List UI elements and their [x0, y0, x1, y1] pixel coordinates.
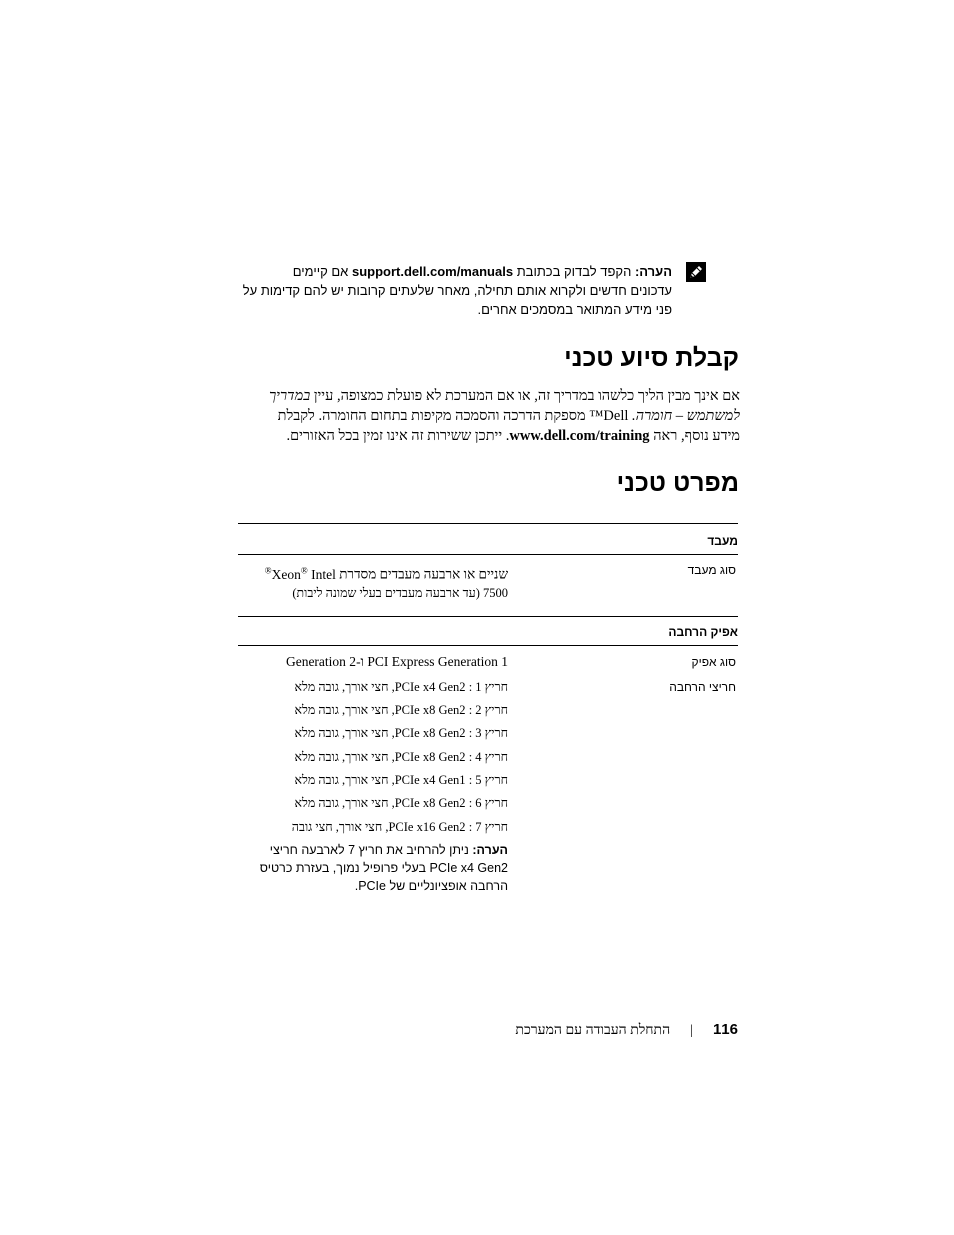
footer-separator: | — [690, 1023, 693, 1038]
note-block — [238, 262, 672, 319]
table-rule — [238, 523, 738, 524]
table-rule — [238, 645, 738, 646]
note-line2: עדכונים חדשים ולקרוא אותם תחילה, מאחר שלעתים קרובות יש להם קדימות על — [242, 283, 672, 298]
processor-value-line2: 7500 (עד ארבעה מעבדים בעלי שמונה ליבות) — [292, 585, 508, 600]
slot-4: חריץ 4 : PCIe x8 Gen2, חצי אורך, גובה מלא — [294, 750, 508, 764]
bus-type-label: סוג אפיק — [691, 655, 736, 669]
slot-note-line1: ניתן להרחיב את חריץ 7 לארבעה חריצי — [269, 843, 469, 857]
slot-6: חריץ 6 : PCIe x8 Gen2, חצי אורך, גובה מלא — [294, 796, 508, 810]
bus-type-value: PCI Express Generation 1 ו-Generation 2 — [285, 654, 508, 669]
slot-7: חריץ 7 : PCIe x16 Gen2, חצי אורך, חצי גובה — [291, 820, 508, 834]
slot-1: חריץ 1 : PCIe x4 Gen2, חצי אורך, גובה מלא — [294, 680, 508, 694]
slot-5: חריץ 5 : PCIe x4 Gen1, חצי אורך, גובה מלא — [294, 773, 508, 787]
note-line3: פני מידע המתואר במסמכים אחרים. — [477, 302, 672, 317]
training-line3-post: . ייתכן ששירות זה אינו זמין בכל האזורים. — [286, 428, 510, 444]
training-link[interactable]: www.dell.com/training — [509, 428, 650, 444]
page-footer — [515, 1021, 738, 1039]
manuals-link[interactable]: support.dell.com/manuals — [351, 264, 514, 279]
slot-note — [238, 841, 508, 895]
processor-type-label: סוג מעבד — [687, 563, 736, 577]
note-line1-pre: הקפד לבדוק בכתובת — [516, 264, 632, 279]
processor-intel: Intel® — [264, 565, 336, 582]
training-line1: אם אינך מבין הליך כלשהו במדריך זה, או אם המערכת לא פועלת כמצופה, עיין — [313, 388, 740, 404]
table-rule — [238, 554, 738, 555]
expansion-slots-label: חריצי הרחבה — [669, 680, 736, 694]
slot-note-label: הערה: — [472, 843, 508, 857]
training-line3-pre: מידע נוסף, ראה — [653, 428, 740, 444]
note-label: הערה: — [634, 264, 672, 279]
processor-value-pre: שניים או ארבעה מעבדים מסדרת — [339, 566, 508, 582]
table-rule — [238, 616, 738, 617]
processor-section-title: מעבד — [707, 534, 738, 548]
training-heading: קבלת סיוע טכני — [564, 344, 739, 372]
slot-note-line3: הרחבה אופציונליים של PCIe. — [354, 879, 508, 893]
slot-note-line2: PCIe x4 Gen2 בעלי פרופיל נמוך, בעזרת כרטיס — [259, 861, 508, 875]
note-line1-post: אם קיימים — [292, 264, 349, 279]
processor-type-value — [238, 561, 508, 602]
footer-chapter: התחלת העבודה עם המערכת — [515, 1023, 671, 1038]
specs-table — [238, 523, 738, 903]
note-pencil-icon — [686, 262, 706, 282]
training-line1-italic: במדריך — [269, 388, 311, 404]
training-line2-italic: למשתמש – חומרה. — [632, 408, 740, 424]
slot-3: חריץ 3 : PCIe x8 Gen2, חצי אורך, גובה מלא — [294, 726, 508, 740]
processor-xeon: Xeon® — [271, 565, 308, 582]
training-line2: Dell™ מספקת הדרכה והסמכה מקיפות בתחום החומרה. לקבלת — [277, 408, 629, 424]
expansion-section-title: אפיק הרחבה — [668, 625, 738, 639]
training-paragraph — [238, 386, 740, 446]
specs-heading: מפרט טכני — [616, 469, 739, 497]
page-number: 116 — [712, 1021, 738, 1038]
slot-2: חריץ 2 : PCIe x8 Gen2, חצי אורך, גובה מלא — [294, 703, 508, 717]
